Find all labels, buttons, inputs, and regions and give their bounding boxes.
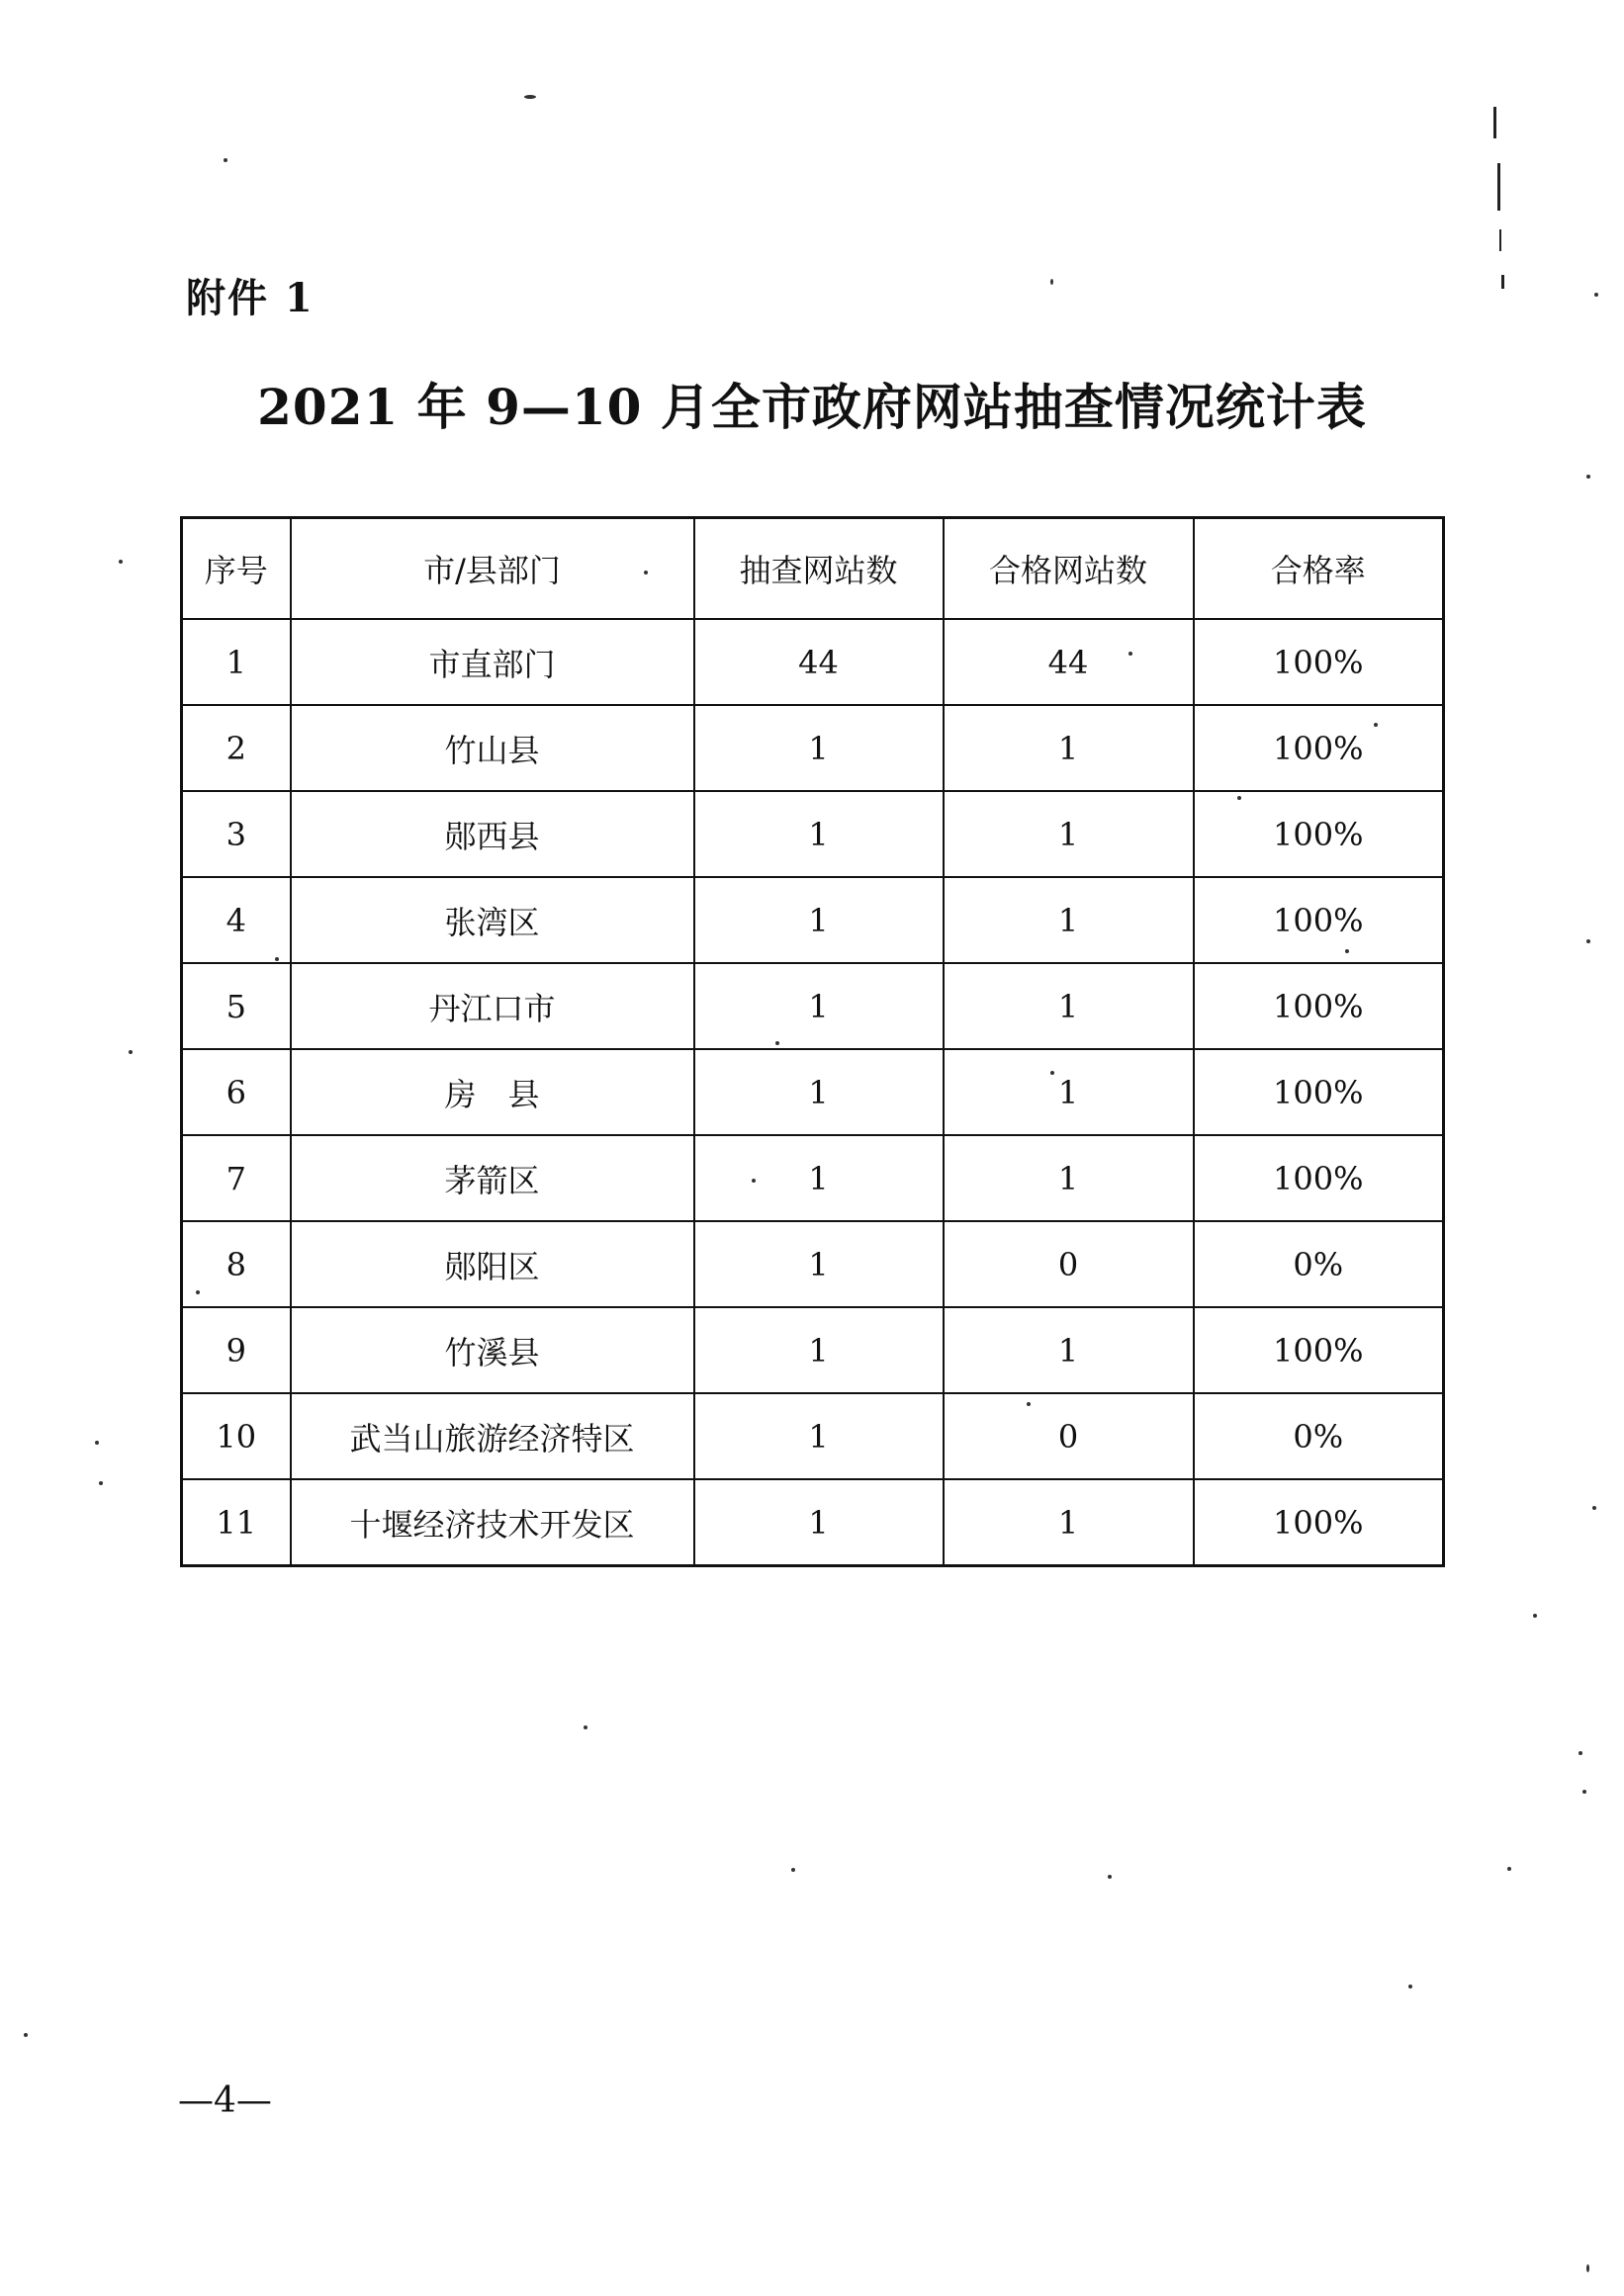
scan-speck <box>1594 293 1598 297</box>
cell-rate: 100% <box>1194 877 1444 963</box>
cell-checked: 1 <box>694 1221 944 1307</box>
table-header <box>182 518 1444 620</box>
cell-rate: 100% <box>1194 619 1444 705</box>
scan-speck <box>1237 796 1241 800</box>
cell-seq: 7 <box>182 1135 291 1221</box>
cell-passed: 1 <box>944 963 1194 1049</box>
cell-dept: 茅箭区 <box>291 1135 694 1221</box>
header-passed: 合格网站数 <box>944 518 1194 620</box>
cell-rate: 0% <box>1194 1221 1444 1307</box>
scan-speck <box>99 1481 103 1485</box>
cell-rate: 100% <box>1194 791 1444 877</box>
binding-mark <box>1493 107 1496 138</box>
scan-speck <box>1027 1402 1031 1406</box>
scan-speck <box>24 2033 28 2037</box>
cell-dept: 竹溪县 <box>291 1307 694 1393</box>
scan-speck <box>1507 1867 1511 1871</box>
scan-speck <box>1050 1071 1054 1075</box>
cell-dept: 武当山旅游经济特区 <box>291 1393 694 1479</box>
cell-dept: 十堰经济技术开发区 <box>291 1479 694 1566</box>
cell-passed: 1 <box>944 1307 1194 1393</box>
header-rate: 合格率 <box>1194 518 1444 620</box>
header-seq: 序号 <box>182 518 291 620</box>
cell-rate: 100% <box>1194 1307 1444 1393</box>
scan-speck <box>1050 279 1053 285</box>
scan-speck <box>791 1868 795 1872</box>
cell-checked: 1 <box>694 1135 944 1221</box>
cell-rate: 100% <box>1194 1135 1444 1221</box>
scan-speck <box>1128 652 1132 656</box>
document-title: 2021 年 9—10 月全市政府网站抽查情况统计表 <box>257 378 1367 436</box>
table-row <box>182 877 1444 963</box>
scan-speck <box>275 957 279 961</box>
scan-speck <box>224 158 227 162</box>
binding-mark <box>1497 163 1500 211</box>
table-row <box>182 963 1444 1049</box>
cell-rate: 100% <box>1194 705 1444 791</box>
scan-speck <box>1108 1875 1112 1879</box>
cell-seq: 11 <box>182 1479 291 1566</box>
cell-passed: 44 <box>944 619 1194 705</box>
binding-mark <box>1499 229 1501 251</box>
cell-passed: 1 <box>944 1049 1194 1135</box>
cell-passed: 1 <box>944 791 1194 877</box>
cell-seq: 3 <box>182 791 291 877</box>
scan-speck <box>1533 1614 1537 1618</box>
table-row <box>182 1135 1444 1221</box>
header-checked: 抽查网站数 <box>694 518 944 620</box>
table-row <box>182 1307 1444 1393</box>
scan-speck <box>119 560 123 564</box>
cell-checked: 1 <box>694 791 944 877</box>
cell-seq: 10 <box>182 1393 291 1479</box>
cell-seq: 9 <box>182 1307 291 1393</box>
cell-checked: 1 <box>694 963 944 1049</box>
scan-speck <box>752 1179 756 1183</box>
statistics-table <box>180 516 1445 1567</box>
cell-dept: 市直部门 <box>291 619 694 705</box>
table-row <box>182 705 1444 791</box>
cell-checked: 1 <box>694 1393 944 1479</box>
scan-speck <box>196 1290 200 1294</box>
cell-passed: 0 <box>944 1393 1194 1479</box>
cell-dept: 丹江口市 <box>291 963 694 1049</box>
scan-speck <box>775 1041 779 1045</box>
cell-dept: 郧西县 <box>291 791 694 877</box>
table-row <box>182 1393 1444 1479</box>
cell-dept: 张湾区 <box>291 877 694 963</box>
scan-speck <box>1345 949 1349 953</box>
cell-rate: 0% <box>1194 1393 1444 1479</box>
scan-speck <box>584 1725 587 1729</box>
table-body <box>182 619 1444 1566</box>
cell-seq: 6 <box>182 1049 291 1135</box>
cell-seq: 8 <box>182 1221 291 1307</box>
cell-passed: 1 <box>944 877 1194 963</box>
cell-checked: 1 <box>694 1307 944 1393</box>
scan-speck <box>524 95 536 99</box>
table-row <box>182 1049 1444 1135</box>
scan-speck <box>1586 939 1590 943</box>
cell-checked: 1 <box>694 877 944 963</box>
header-dept: 市/县部门 <box>291 518 694 620</box>
cell-seq: 5 <box>182 963 291 1049</box>
scan-speck <box>129 1050 133 1054</box>
cell-checked: 1 <box>694 705 944 791</box>
scan-speck <box>1374 723 1378 727</box>
scan-speck <box>1592 1506 1596 1510</box>
attachment-label: 附件 1 <box>186 275 315 321</box>
cell-passed: 1 <box>944 705 1194 791</box>
scan-speck <box>1408 1985 1412 1988</box>
binding-mark <box>1501 275 1504 289</box>
table-row <box>182 619 1444 705</box>
cell-rate: 100% <box>1194 963 1444 1049</box>
scan-speck <box>1586 2264 1589 2272</box>
scan-speck <box>1586 475 1590 479</box>
table-row <box>182 791 1444 877</box>
cell-seq: 4 <box>182 877 291 963</box>
cell-passed: 1 <box>944 1135 1194 1221</box>
cell-rate: 100% <box>1194 1049 1444 1135</box>
cell-rate: 100% <box>1194 1479 1444 1566</box>
scan-speck <box>644 571 648 574</box>
cell-checked: 1 <box>694 1479 944 1566</box>
cell-passed: 0 <box>944 1221 1194 1307</box>
scan-speck <box>1582 1790 1586 1794</box>
scan-speck <box>95 1441 99 1445</box>
cell-dept: 房 县 <box>291 1049 694 1135</box>
cell-passed: 1 <box>944 1479 1194 1566</box>
cell-checked: 1 <box>694 1049 944 1135</box>
header-row <box>182 518 1444 620</box>
cell-seq: 2 <box>182 705 291 791</box>
cell-seq: 1 <box>182 619 291 705</box>
cell-checked: 44 <box>694 619 944 705</box>
cell-dept: 郧阳区 <box>291 1221 694 1307</box>
page-number: —4— <box>178 2080 272 2121</box>
cell-dept: 竹山县 <box>291 705 694 791</box>
table-row <box>182 1479 1444 1566</box>
table-row <box>182 1221 1444 1307</box>
scan-speck <box>1579 1751 1582 1755</box>
